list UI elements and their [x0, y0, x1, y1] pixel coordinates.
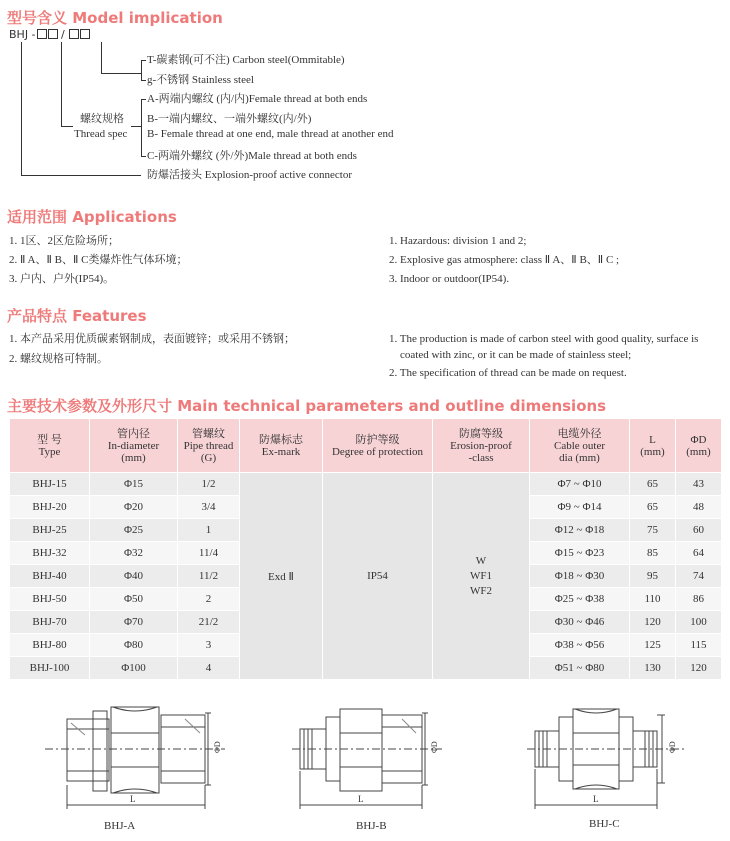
drawing-label-bhj-b: BHJ-B — [356, 820, 387, 832]
drawing-bhj-b — [292, 705, 452, 815]
header-in-diameter: 管内径 In-diameter (mm) — [90, 419, 178, 473]
feature-en-2: 2. The specification of thread can be made on request. — [389, 367, 627, 379]
cell-in-diameter: Φ25 — [90, 519, 178, 542]
dim-l-a: L — [130, 794, 136, 804]
option-b-cn: B-一端内螺纹、一端外螺纹(内/外) — [147, 113, 312, 125]
cell-type: BHJ-20 — [10, 496, 90, 519]
table-row — [10, 473, 722, 496]
cell-protection: IP54 — [323, 473, 433, 680]
dim-d-c: ΦD — [668, 741, 677, 753]
drawing-bhj-a — [45, 705, 235, 815]
cell-cable-dia: Φ15 ~ Φ23 — [530, 542, 630, 565]
cell-cable-dia: Φ9 ~ Φ14 — [530, 496, 630, 519]
header-protection: 防护等级 Degree of protection — [323, 419, 433, 473]
cell-pipe-thread: 11/4 — [178, 542, 240, 565]
dim-l-c: L — [593, 794, 599, 804]
cell-type: BHJ-100 — [10, 657, 90, 680]
dim-l-b: L — [358, 794, 364, 804]
cell-type: BHJ-32 — [10, 542, 90, 565]
option-a-female-thread: A-两端内螺纹 (内/内)Female thread at both ends — [147, 93, 368, 105]
cell-pipe-thread: 1/2 — [178, 473, 240, 496]
cell-cable-dia: Φ7 ~ Φ10 — [530, 473, 630, 496]
cell-erosion — [433, 473, 530, 680]
parameters-title: 主要技术参数及外形尺寸 Main technical parameters and outline dimensions — [7, 397, 607, 415]
feature-cn-1: 1. 本产品采用优质碳素钢制成，表面镀锌；或采用不锈钢； — [9, 333, 295, 345]
drawing-bhj-c — [527, 705, 697, 815]
cell-in-diameter: Φ50 — [90, 588, 178, 611]
cell-type: BHJ-80 — [10, 634, 90, 657]
cell-d: 60 — [676, 519, 722, 542]
cell-type: BHJ-70 — [10, 611, 90, 634]
feature-en-1: 1. The production is made of carbon steel with good quality, surface is — [389, 333, 699, 345]
cell-d: 115 — [676, 634, 722, 657]
cell-in-diameter: Φ15 — [90, 473, 178, 496]
header-cable-dia: 电缆外径 Cable outer dia (mm) — [530, 419, 630, 473]
option-b-en: B- Female thread at one end, male thread at another end — [147, 128, 394, 140]
applications-title: 适用范围 Applications — [7, 208, 177, 226]
cell-in-diameter: Φ20 — [90, 496, 178, 519]
cell-cable-dia: Φ38 ~ Φ56 — [530, 634, 630, 657]
cell-l: 130 — [630, 657, 676, 680]
cell-d: 120 — [676, 657, 722, 680]
cell-pipe-thread: 1 — [178, 519, 240, 542]
dim-d-b: ΦD — [430, 741, 439, 753]
cell-l: 85 — [630, 542, 676, 565]
model-implication-title: 型号含义 Model implication — [7, 9, 223, 27]
header-type: 型 号 Type — [10, 419, 90, 473]
cell-l: 110 — [630, 588, 676, 611]
cell-d: 64 — [676, 542, 722, 565]
header-ex-mark: 防爆标志 Ex-mark — [240, 419, 323, 473]
cell-cable-dia: Φ12 ~ Φ18 — [530, 519, 630, 542]
cell-in-diameter: Φ100 — [90, 657, 178, 680]
cell-cable-dia: Φ51 ~ Φ80 — [530, 657, 630, 680]
header-pipe-thread: 管螺纹 Pipe thread (G) — [178, 419, 240, 473]
drawing-label-bhj-a: BHJ-A — [104, 820, 136, 832]
application-en-3: 3. Indoor or outdoor(IP54). — [389, 273, 510, 285]
cell-cable-dia: Φ30 ~ Φ46 — [530, 611, 630, 634]
option-carbon-steel: T-碳素钢(可不注) Carbon steel(Ommitable) — [147, 54, 345, 66]
cell-type: BHJ-40 — [10, 565, 90, 588]
option-stainless-steel: g-不锈钢 Stainless steel — [147, 74, 254, 86]
cell-pipe-thread: 11/2 — [178, 565, 240, 588]
features-title: 产品特点 Features — [7, 307, 147, 325]
header-l: L (mm) — [630, 419, 676, 473]
connector-label: 防爆活接头 Explosion-proof active connector — [147, 169, 352, 181]
cell-d: 43 — [676, 473, 722, 496]
cell-in-diameter: Φ70 — [90, 611, 178, 634]
cell-type: BHJ-25 — [10, 519, 90, 542]
cell-in-diameter: Φ80 — [90, 634, 178, 657]
cell-l: 65 — [630, 496, 676, 519]
dim-d-a: ΦD — [213, 741, 222, 753]
erosion-class: WF2 — [470, 584, 492, 597]
application-cn-1: 1. 1区、2区危险场所； — [9, 235, 119, 247]
cell-pipe-thread: 21/2 — [178, 611, 240, 634]
cell-type: BHJ-15 — [10, 473, 90, 496]
model-code: BHJ - / — [9, 28, 90, 42]
cell-l: 65 — [630, 473, 676, 496]
cell-ex-mark: Exd Ⅱ — [240, 473, 323, 680]
cell-d: 100 — [676, 611, 722, 634]
thread-spec-en: Thread spec — [74, 128, 128, 140]
feature-en-1b: coated with zinc, or it can be made of stainless steel; — [400, 349, 632, 361]
drawing-label-bhj-c: BHJ-C — [589, 818, 620, 830]
erosion-class: W — [475, 554, 487, 567]
cell-cable-dia: Φ25 ~ Φ38 — [530, 588, 630, 611]
cell-l: 120 — [630, 611, 676, 634]
application-cn-3: 3. 户内、户外(IP54)。 — [9, 273, 115, 285]
cell-pipe-thread: 4 — [178, 657, 240, 680]
cell-d: 86 — [676, 588, 722, 611]
cell-l: 75 — [630, 519, 676, 542]
feature-cn-2: 2. 螺纹规格可特制。 — [9, 353, 108, 365]
cell-pipe-thread: 3 — [178, 634, 240, 657]
parameters-table — [9, 418, 722, 680]
application-en-1: 1. Hazardous: division 1 and 2; — [389, 235, 527, 247]
cell-pipe-thread: 2 — [178, 588, 240, 611]
header-d: ΦD (mm) — [676, 419, 722, 473]
table-header-row — [10, 419, 722, 473]
cell-in-diameter: Φ32 — [90, 542, 178, 565]
cell-l: 95 — [630, 565, 676, 588]
cell-in-diameter: Φ40 — [90, 565, 178, 588]
cell-d: 48 — [676, 496, 722, 519]
cell-d: 74 — [676, 565, 722, 588]
option-c-male-thread: C-两端外螺纹 (外/外)Male thread at both ends — [147, 150, 357, 162]
cell-l: 125 — [630, 634, 676, 657]
header-erosion: 防腐等级 Erosion-proof -class — [433, 419, 530, 473]
cell-type: BHJ-50 — [10, 588, 90, 611]
application-cn-2: 2. Ⅱ A、Ⅱ B、Ⅱ C类爆炸性气体环境； — [9, 254, 188, 266]
application-en-2: 2. Explosive gas atmosphere: class Ⅱ A、Ⅱ B、Ⅱ C ; — [389, 254, 620, 266]
erosion-class: WF1 — [470, 569, 492, 582]
cell-pipe-thread: 3/4 — [178, 496, 240, 519]
model-code-prefix: BHJ - — [9, 28, 36, 41]
cell-cable-dia: Φ18 ~ Φ30 — [530, 565, 630, 588]
thread-spec-cn: 螺纹规格 — [80, 113, 124, 125]
